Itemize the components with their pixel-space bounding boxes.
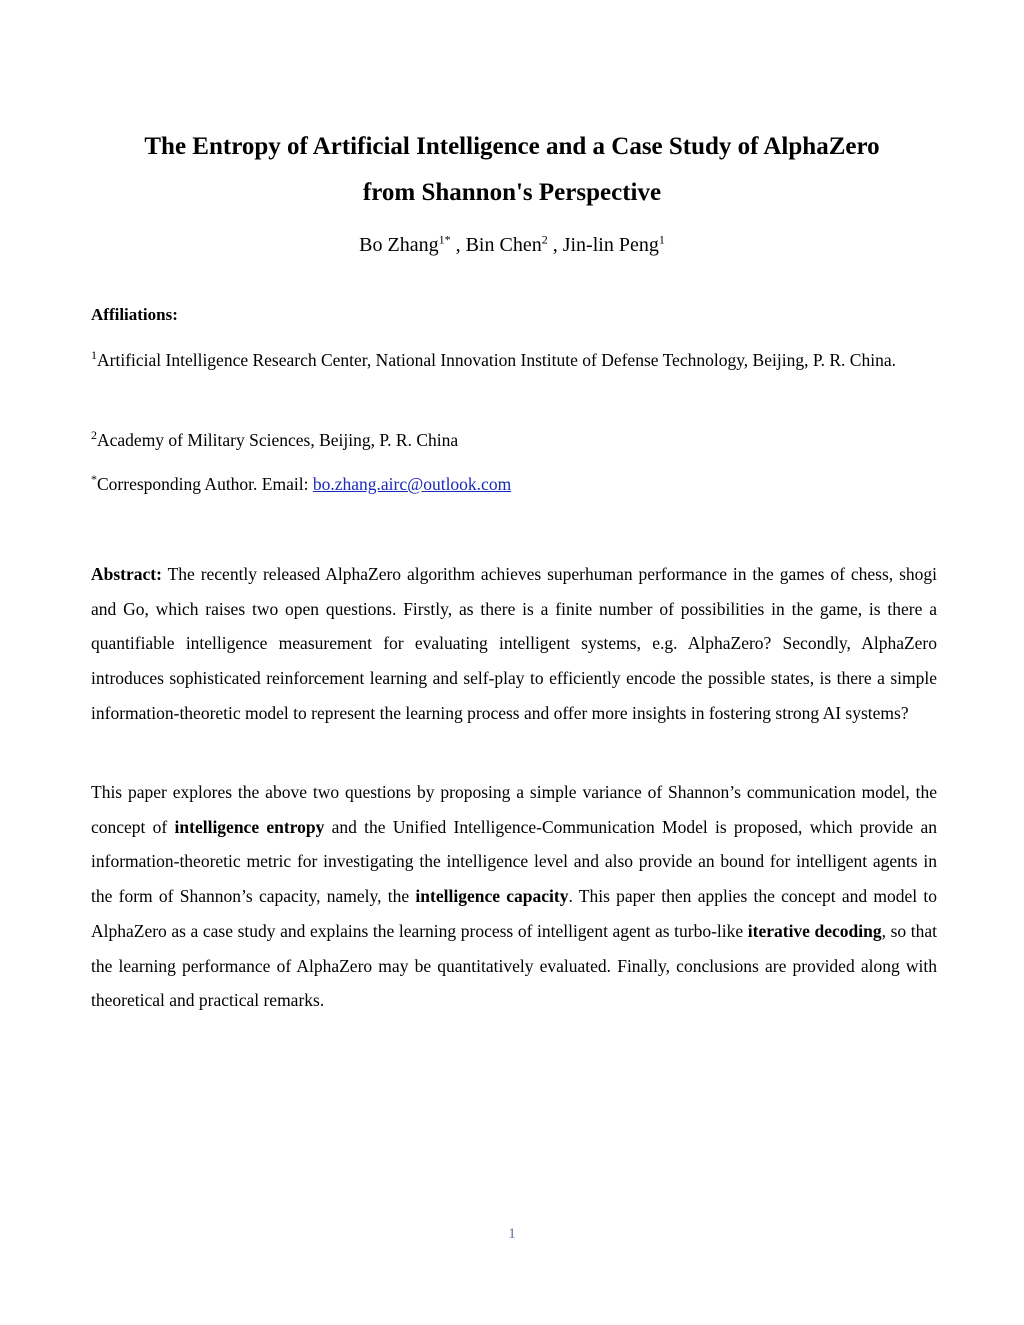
abstract-label: Abstract: bbox=[91, 564, 162, 584]
abstract-text: This paper explores the above two questions by proposing a simple variance of Shannon’s communication model, the concept of bbox=[91, 782, 937, 837]
abstract-paragraph-2 bbox=[91, 775, 937, 1018]
author-name: Bin Chen bbox=[465, 234, 542, 256]
corresponding-text: Corresponding Author. Email: bbox=[97, 474, 313, 494]
affiliation-mark: 1 bbox=[91, 348, 97, 363]
author-affil-mark: 1 bbox=[658, 232, 665, 247]
author-name: Bo Zhang bbox=[359, 234, 439, 256]
author-separator: , bbox=[450, 234, 466, 256]
abstract-paragraph-1 bbox=[91, 557, 937, 731]
title-line-1: The Entropy of Artificial Intelligence and a Case Study of AlphaZero bbox=[144, 133, 880, 160]
abstract-text: The recently released AlphaZero algorithm achieves superhuman performance in the games of chess, shogi and Go, which raises two open questions. Firstly, as there is a finite number of possibilities in the game, is there a quantifiable intelligence measurement for evaluating intelligent systems, e.g. AlphaZero? Secondly, AlphaZero introduces sophisticated reinforcement learning and self-play to efficiently encode the possible states, is there a simple information-theoretic model to represent the learning process and offer more insights in fostering strong AI systems? bbox=[91, 564, 937, 723]
affiliation-text: Artificial Intelligence Research Center, National Innovation Institute of Defense Technology, Beijing, P. R. China. bbox=[97, 350, 896, 370]
corresponding-mark: * bbox=[91, 472, 97, 487]
author-affil-mark: 1* bbox=[438, 232, 451, 247]
abstract-text: . This paper then applies the concept and model to AlphaZero as a case study and explains the learning process of intelligent agent as turbo-like bbox=[91, 886, 937, 941]
author-name: Jin-lin Peng bbox=[562, 234, 659, 256]
email-link[interactable]: bo.zhang.airc@outlook.com bbox=[312, 474, 512, 494]
title-line-2: from Shannon's Perspective bbox=[362, 179, 662, 206]
abstract-text: , so that the learning performance of AlphaZero may be quantitatively evaluated. Finally, conclusions are provided along with theoretical and practical remarks. bbox=[91, 920, 937, 1011]
author-separator: , bbox=[547, 234, 563, 256]
term-iterative-decoding: iterative decoding bbox=[747, 920, 882, 941]
paper-title bbox=[90, 124, 934, 216]
page-number: 1 bbox=[508, 1226, 516, 1242]
affiliations-heading: Affiliations: bbox=[91, 305, 178, 324]
term-intelligence-capacity: intelligence capacity bbox=[415, 886, 569, 907]
affiliation-mark: 2 bbox=[91, 428, 97, 443]
author-list bbox=[90, 230, 934, 260]
corresponding-author bbox=[91, 467, 941, 502]
affiliation-1 bbox=[91, 343, 941, 378]
abstract-text: and the Unified Intelligence-Communication Model is proposed, which provide an information-theoretic metric for investigating the intelligence level and also provide an bound for intelligent agents in the form of Shannon’s capacity, namely, the bbox=[91, 816, 937, 907]
author-affil-mark: 2 bbox=[541, 232, 548, 247]
affiliation-2 bbox=[91, 423, 941, 458]
term-intelligence-entropy: intelligence entropy bbox=[174, 816, 325, 837]
affiliation-text: Academy of Military Sciences, Beijing, P. R. China bbox=[97, 430, 459, 450]
